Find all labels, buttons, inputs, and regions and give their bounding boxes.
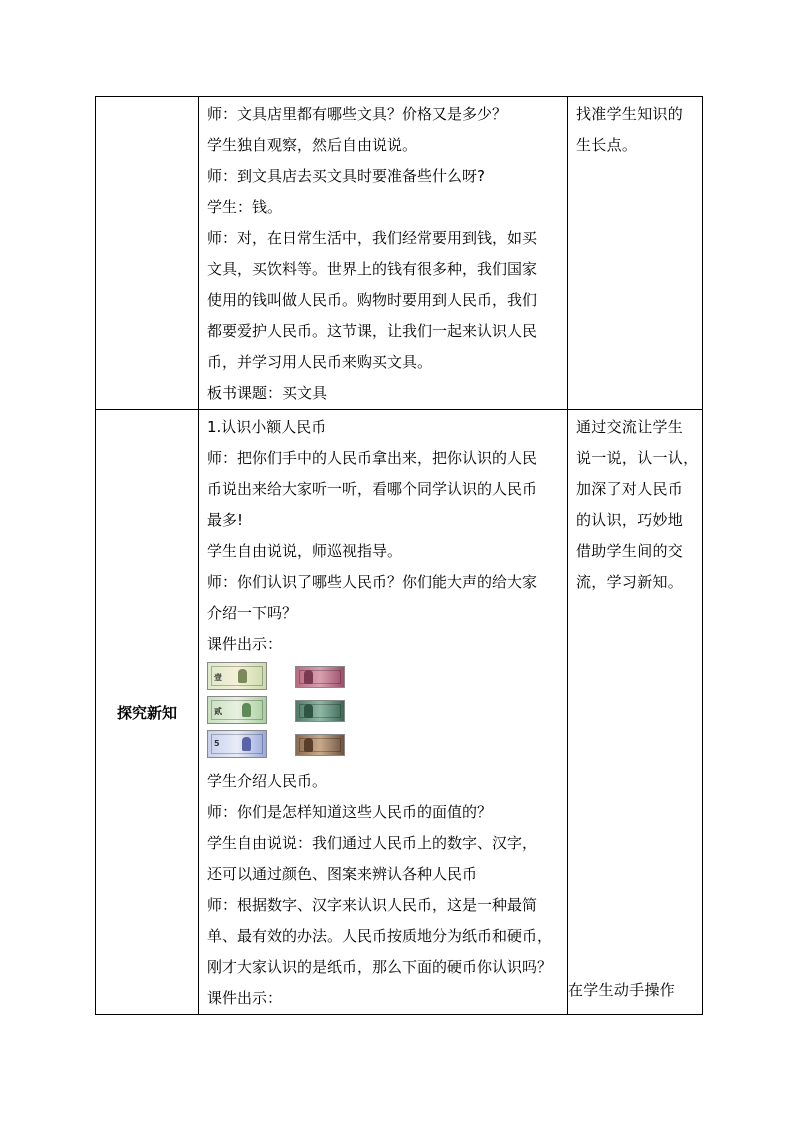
note-line: 借助学生间的交 [576, 542, 684, 560]
note-line: 流，学习新知。 [576, 573, 684, 591]
content-line: 学生自由说说：我们通过人民币上的数字、汉字， [207, 834, 538, 852]
content-line: 学生自由说说，师巡视指导。 [207, 542, 403, 560]
content-line: 1.认识小额人民币 [207, 418, 327, 436]
content-line: 板书课题：买文具 [207, 384, 328, 402]
table-row [96, 410, 703, 1015]
content-line: 师：到文具店去买文具时要准备些什么呀? [207, 167, 485, 185]
note-line: 加深了对人民币 [576, 480, 684, 498]
content-cell [199, 97, 568, 410]
content-line: 都要爱护人民币。这节课，让我们一起来认识人民 [207, 322, 538, 340]
one-yuan-banknote-image: 壹 [207, 662, 267, 690]
notes-cell [568, 97, 703, 410]
two-jiao-banknote-image [295, 700, 345, 722]
content-line: 使用的钱叫做人民币。购物时要用到人民币，我们 [207, 291, 538, 309]
content-line: 师：你们认识了哪些人民币？你们能大声的给大家 [207, 573, 538, 591]
content-line: 课件出示： [207, 635, 283, 653]
table-row [96, 97, 703, 410]
content-line: 学生介绍人民币。 [207, 772, 328, 790]
content-line: 师：对，在日常生活中，我们经常要用到钱，如买 [207, 229, 538, 247]
content-line: 币，并学习用人民币来购买文具。 [207, 353, 433, 371]
note-line: 找准学生知识的 [576, 105, 684, 123]
lesson-plan-table [95, 96, 703, 1015]
one-jiao-banknote-image [295, 666, 345, 688]
content-line: 最多! [207, 511, 244, 529]
content-line: 师：文具店里都有哪些文具？价格又是多少？ [207, 105, 508, 123]
content-line: 师：根据数字、汉字来认识人民币，这是一种最简 [207, 896, 538, 914]
section-label: 探究新知 [116, 703, 177, 722]
content-line: 介绍一下吗？ [207, 604, 298, 622]
content-line: 还可以通过颜色、图案来辨认各种人民币 [207, 865, 478, 883]
empty-label-cell [96, 97, 199, 410]
content-line: 单、最有效的办法。人民币按质地分为纸币和硬币， [207, 927, 553, 945]
five-yuan-banknote-image: 5 [207, 730, 267, 758]
notes-cell [568, 410, 703, 1015]
content-line: 学生：钱。 [207, 198, 283, 216]
note-line: 在学生动手操作 [568, 981, 676, 999]
note-line: 生长点。 [576, 136, 638, 154]
section-label-cell [96, 410, 199, 1015]
content-line: 文具，买饮料等。世界上的钱有很多种，我们国家 [207, 260, 538, 278]
five-jiao-banknote-image [295, 734, 345, 756]
content-line: 币说出来给大家听一听，看哪个同学认识的人民币 [207, 480, 538, 498]
note-line: 的认识，巧妙地 [576, 511, 684, 529]
content-line: 师：把你们手中的人民币拿出来，把你认识的人民 [207, 449, 538, 467]
content-line: 课件出示： [207, 989, 283, 1007]
content-line: 师：你们是怎样知道这些人民币的面值的？ [207, 803, 493, 821]
content-line: 刚才大家认识的是纸币，那么下面的硬币你认识吗？ [207, 958, 553, 976]
content-cell [199, 410, 568, 1015]
content-line: 学生独自观察，然后自由说说。 [207, 136, 418, 154]
banknote-images [207, 662, 567, 760]
note-line: 通过交流让学生 [576, 418, 684, 436]
two-yuan-banknote-image: 贰 [207, 696, 267, 724]
note-line: 说一说，认一认， [576, 449, 699, 467]
